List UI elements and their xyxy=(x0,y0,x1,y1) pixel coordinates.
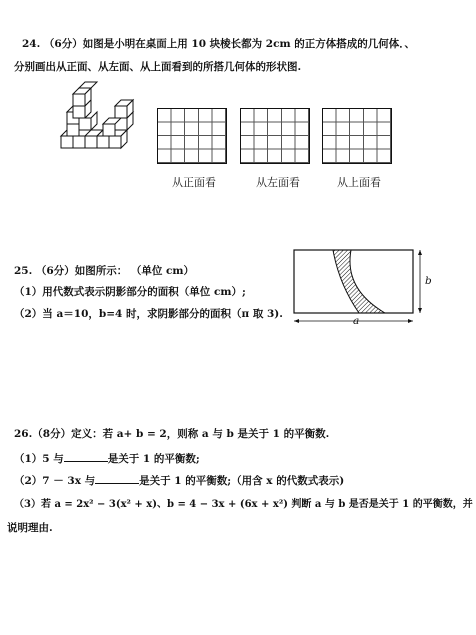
top-view-grid xyxy=(322,108,392,164)
caption-front: 从正面看 xyxy=(172,176,216,189)
caption-left: 从左面看 xyxy=(256,176,300,189)
label-b: b xyxy=(425,275,432,287)
q26-item1-prefix: （1）5 与 xyxy=(14,453,64,465)
q26-item1 xyxy=(14,451,200,466)
q26-line1: 26.（8分）定义：若 a+ b = 2，则称 a 与 b 是关于 1 的平衡数. xyxy=(14,428,330,440)
q26-item2 xyxy=(14,473,344,488)
q25-item2: （2）当 a＝10，b=4 时，求阴影部分的面积（π 取 3). xyxy=(14,308,283,320)
answer-blank-1[interactable] xyxy=(64,451,108,462)
q26-item3: （3）若 a = 2x² − 3(x² + x)、b = 4 − 3x + (6x + x²) 判断 a 与 b 是否是关于 1 的平衡数，并 xyxy=(14,499,473,510)
q26-item2-suffix: 是关于 1 的平衡数;（用含 x 的代数式表示) xyxy=(139,475,345,487)
q25-item1: （1）用代数式表示阴影部分的面积（单位 cm）; xyxy=(14,286,246,298)
q26-item2-prefix: （2）7 － 3x 与 xyxy=(14,475,96,487)
q26-item1-suffix: 是关于 1 的平衡数; xyxy=(107,453,200,465)
shaded-region-figure xyxy=(289,249,439,329)
q24-line1: 24. （6分）如图是小明在桌面上用 10 块棱长都为 2cm 的正方体搭成的几何体．、 xyxy=(22,38,416,50)
answer-blank-2[interactable] xyxy=(95,473,139,484)
q24-line2: 分别画出从正面、从左面、从上面看到的所搭几何体的形状图. xyxy=(14,61,302,73)
left-view-grid xyxy=(240,108,310,164)
label-a: a xyxy=(353,315,360,327)
front-view-grid xyxy=(157,108,227,164)
cube-stack-figure xyxy=(55,82,150,177)
caption-top: 从上面看 xyxy=(337,176,381,189)
q25-line1: 25. （6分）如图所示： （单位 cm） xyxy=(14,265,195,277)
q26-item3-cont: 说明理由. xyxy=(7,522,53,534)
